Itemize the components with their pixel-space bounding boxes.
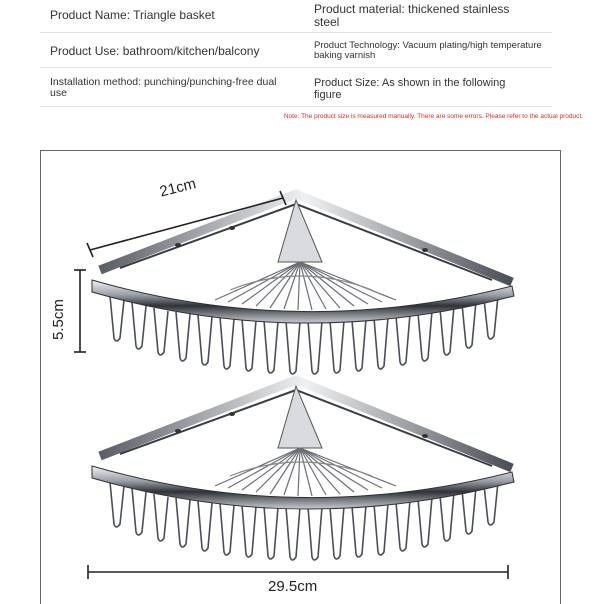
basket-top — [92, 194, 514, 374]
product-material: Product material: thickened stainless steel — [314, 2, 510, 29]
installation-method: Installation method: punching/punching-free dual use — [50, 76, 277, 100]
product-technology: Product Technology: Vacuum plating/high temperature baking varnish — [314, 40, 542, 61]
product-size: Product Size: As shown in the following figure — [314, 77, 506, 101]
measurement-note: Note: The product size is measured manually. There are some errors. Please refer to the actual product. — [283, 113, 583, 120]
product-use: Product Use: bathroom/kitchen/balcony — [50, 44, 260, 58]
height-dimension-label: 5.5cm — [50, 299, 67, 340]
width-dimension-label: 29.5cm — [268, 578, 318, 595]
product-name: Product Name: Triangle basket — [50, 8, 215, 22]
depth-dimension-label: 21cm — [158, 175, 198, 201]
basket-bottom — [92, 380, 514, 560]
